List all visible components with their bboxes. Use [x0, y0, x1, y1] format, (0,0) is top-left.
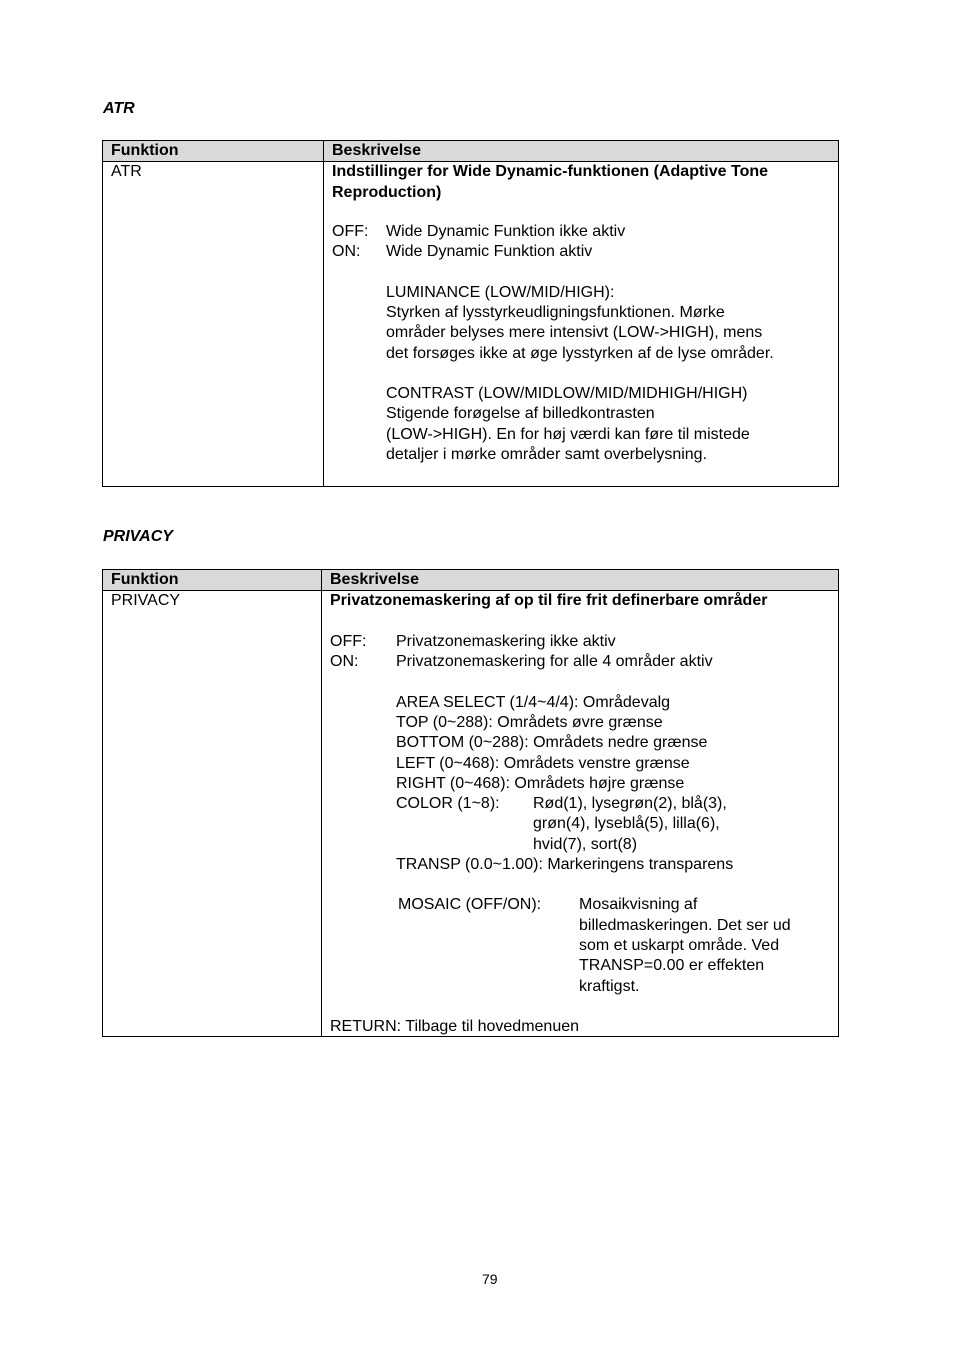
mosaic-value-line: TRANSP=0.00 er effekten	[579, 957, 765, 974]
on-value: Wide Dynamic Funktion aktiv	[386, 243, 593, 260]
header-funktion: Funktion	[103, 570, 322, 591]
mosaic-value-line: Mosaikvisning af	[579, 896, 698, 913]
luminance-line: det forsøges ikke at øge lysstyrken af de lyse områder.	[386, 345, 774, 362]
off-value: Privatzonemaskering ikke aktiv	[396, 633, 616, 650]
setting-line: AREA SELECT (1/4~4/4): Områdevalg	[396, 694, 671, 711]
luminance-line: områder belyses mere intensivt (LOW->HIGH), mens	[386, 324, 763, 341]
privacy-table	[102, 569, 839, 1037]
page-number: 79	[482, 1271, 498, 1287]
function-name: ATR	[111, 163, 142, 180]
on-key: ON:	[330, 653, 359, 670]
function-name: PRIVACY	[111, 592, 181, 609]
color-value-line: Rød(1), lysegrøn(2), blå(3),	[533, 795, 727, 812]
header-funktion: Funktion	[103, 141, 324, 162]
function-cell	[103, 591, 322, 1037]
return-line: RETURN: Tilbage til hovedmenuen	[330, 1018, 580, 1035]
table-row	[103, 591, 839, 1037]
color-value-line: grøn(4), lyseblå(5), lilla(6),	[533, 815, 720, 832]
mosaic-value-line: billedmaskeringen. Det ser ud	[579, 917, 791, 934]
mosaic-key: MOSAIC (OFF/ON):	[398, 896, 542, 913]
contrast-line: Stigende forøgelse af billedkontrasten	[386, 405, 655, 422]
on-value: Privatzonemaskering for alle 4 områder aktiv	[396, 653, 713, 670]
color-value-line: hvid(7), sort(8)	[533, 836, 638, 853]
table-row	[103, 162, 839, 487]
section-title-privacy: PRIVACY	[103, 528, 173, 545]
off-key: OFF:	[330, 633, 367, 650]
section-title-atr: ATR	[103, 100, 135, 117]
luminance-line: LUMINANCE (LOW/MID/HIGH):	[386, 284, 615, 301]
mosaic-value-line: kraftigst.	[579, 978, 640, 995]
contrast-line: CONTRAST (LOW/MIDLOW/MID/MIDHIGH/HIGH)	[386, 385, 748, 402]
color-key: COLOR (1~8):	[396, 795, 500, 812]
transp-line: TRANSP (0.0~1.00): Markeringens transparens	[396, 856, 734, 873]
contrast-line: detaljer i mørke områder samt overbelysning.	[386, 446, 708, 463]
table-header-row	[103, 141, 839, 162]
description-cell	[322, 591, 839, 1037]
table-header-row	[103, 570, 839, 591]
description-cell	[324, 162, 839, 487]
off-key: OFF:	[332, 223, 369, 240]
setting-line: TOP (0~288): Områdets øvre grænse	[396, 714, 663, 731]
function-cell	[103, 162, 324, 487]
setting-line: LEFT (0~468): Områdets venstre grænse	[396, 755, 690, 772]
off-value: Wide Dynamic Funktion ikke aktiv	[386, 223, 626, 240]
header-beskrivelse: Beskrivelse	[322, 570, 839, 591]
contrast-line: (LOW->HIGH). En for høj værdi kan føre til mistede	[386, 426, 750, 443]
mosaic-value-line: som et uskarpt område. Ved	[579, 937, 780, 954]
atr-table	[102, 140, 839, 487]
luminance-line: Styrken af lysstyrkeudligningsfunktionen. Mørke	[386, 304, 725, 321]
on-key: ON:	[332, 243, 361, 260]
setting-line: RIGHT (0~468): Områdets højre grænse	[396, 775, 685, 792]
description-heading: Privatzonemaskering af op til fire frit definerbare områder	[330, 592, 768, 609]
description-heading-line2: Reproduction)	[332, 184, 442, 201]
description-heading-line1: Indstillinger for Wide Dynamic-funktionen (Adaptive Tone	[332, 163, 769, 180]
header-beskrivelse: Beskrivelse	[324, 141, 839, 162]
setting-line: BOTTOM (0~288): Områdets nedre grænse	[396, 734, 708, 751]
